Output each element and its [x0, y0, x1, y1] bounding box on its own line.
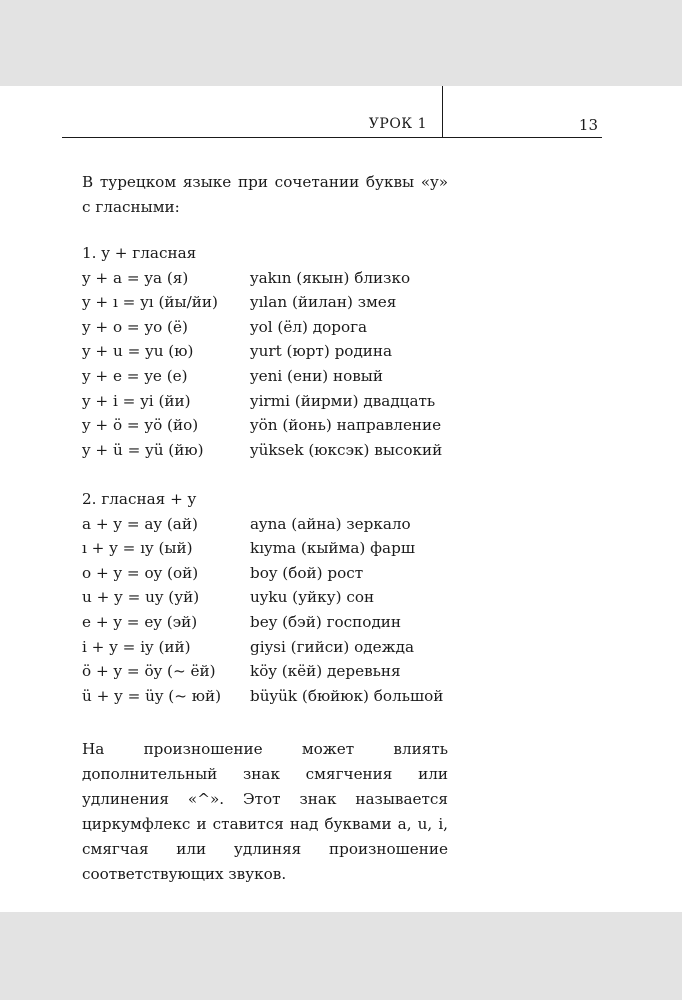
rule-cell: y + o = yo (ё): [82, 317, 188, 336]
example-cell: yurt (юрт) родина: [250, 342, 393, 361]
table-row: [82, 339, 482, 364]
header-rule: [62, 137, 602, 138]
example-cell: yeni (ени) новый: [250, 366, 383, 385]
rule-cell: ü + y = üy (~ юй): [82, 686, 222, 705]
section-y-plus-vowel: [82, 241, 482, 462]
circumflex-paragraph: На произношение может влиять дополнительный знак смягчения или удлинения «^». Этот знак называется циркумфлекс и ставится над буквами a, u, i, смягчая или удлиняя произношение соответствующих звуков.: [82, 740, 448, 883]
rule-cell: y + a = ya (я): [82, 268, 189, 287]
lesson-label: УРОК 1: [368, 116, 427, 132]
example-cell: yirmi (йирми) двадцать: [250, 391, 436, 410]
example-cell: boy (бой) рост: [250, 563, 364, 582]
table-row: [82, 438, 482, 463]
table-row: [82, 364, 482, 389]
section-heading: 2. гласная + y: [82, 490, 197, 508]
table-row: [82, 635, 482, 660]
rule-cell: y + i = yi (йи): [82, 391, 191, 410]
table-row: [82, 610, 482, 635]
example-cell: yol (ёл) дорога: [250, 317, 368, 336]
rule-cell: i + y = iy (ий): [82, 637, 191, 656]
example-cell: köy (кёй) деревьня: [250, 662, 401, 681]
table-row: [82, 585, 482, 610]
table-row: [82, 536, 482, 561]
rule-cell: y + e = ye (е): [82, 366, 188, 385]
rule-cell: a + y = ay (ай): [82, 514, 198, 533]
example-cell: yakın (якын) близко: [250, 268, 411, 287]
intro-paragraph: В турецком языке при сочетании буквы «y» с гласными:: [82, 173, 448, 216]
rule-cell: ö + y = öy (~ ёй): [82, 662, 216, 681]
rule-cell: y + ö = yö (йо): [82, 416, 199, 435]
table-row: [82, 561, 482, 586]
book-page: [0, 86, 682, 912]
table-row: [82, 684, 482, 709]
header-vertical-rule: [442, 86, 443, 137]
table-row: [82, 290, 482, 315]
example-cell: büyük (бюйюк) большой: [250, 686, 444, 705]
example-cell: yön (йонь) направление: [250, 416, 442, 435]
table-row: [82, 389, 482, 414]
section-heading: 1. y + гласная: [82, 244, 197, 262]
rule-cell: e + y = ey (эй): [82, 612, 198, 631]
example-cell: ayna (айна) зеркало: [250, 514, 411, 533]
table-row: [82, 315, 482, 340]
rule-cell: y + ı = yı (йы/йи): [82, 293, 218, 312]
example-cell: uyku (уйку) сон: [250, 588, 375, 607]
rule-cell: y + ü = yü (йю): [82, 440, 204, 459]
rule-cell: y + u = yu (ю): [82, 342, 194, 361]
table-row: [82, 659, 482, 684]
page-number: 13: [578, 116, 598, 134]
example-cell: kıyma (кыйма) фарш: [250, 539, 415, 558]
section-vowel-plus-y: [82, 487, 482, 708]
table-row: [82, 413, 482, 438]
rule-cell: o + y = oy (ой): [82, 563, 199, 582]
example-cell: giysi (гийси) одежда: [250, 637, 415, 656]
example-cell: yılan (йилан) змея: [250, 293, 397, 312]
example-cell: yüksek (юксэк) высокий: [250, 440, 443, 459]
table-row: [82, 512, 482, 537]
rule-cell: u + y = uy (уй): [82, 588, 200, 607]
rule-cell: ı + y = ıy (ый): [82, 539, 193, 558]
example-cell: bey (бэй) господин: [250, 612, 402, 631]
table-row: [82, 266, 482, 291]
